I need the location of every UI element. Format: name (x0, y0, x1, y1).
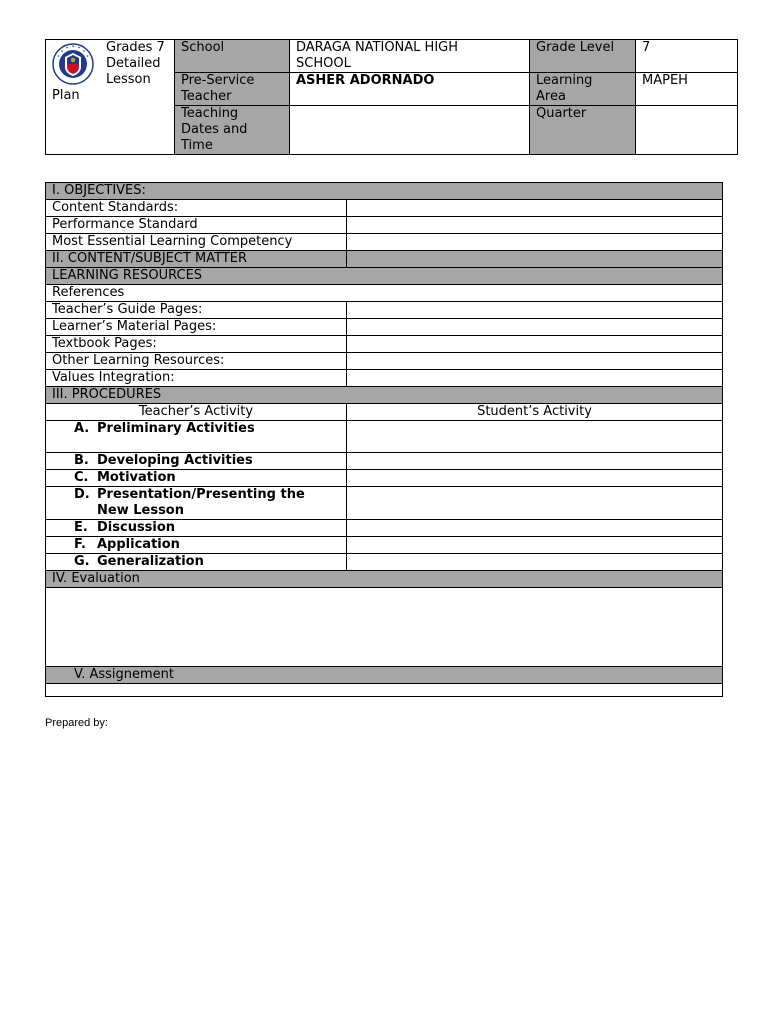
lesson-plan-table (45, 182, 723, 697)
prepared-by-label: Prepared by: (45, 717, 108, 729)
textbook-value (347, 336, 723, 353)
other-resources-label: Other Learning Resources: (46, 353, 347, 370)
pre-service-teacher-label: Pre-Service Teacher (175, 73, 290, 106)
content-standards-value (347, 200, 723, 217)
procedure-c-student (347, 470, 723, 487)
learners-material-value (347, 319, 723, 336)
teacher-activity-header: Teacher’s Activity (46, 404, 347, 421)
header-table (45, 39, 738, 155)
school-value: DARAGA NATIONAL HIGH SCHOOL (290, 40, 530, 73)
procedure-f-student (347, 537, 723, 554)
values-integration-label: Values Integration: (46, 370, 347, 387)
procedure-g-student (347, 554, 723, 571)
teaching-dates-value (290, 106, 530, 155)
procedure-item-a: A. Preliminary Activities (46, 421, 347, 453)
procedure-item-e: E. Discussion (46, 520, 347, 537)
student-activity-header: Student’s Activity (347, 404, 723, 421)
performance-standard-label: Performance Standard (46, 217, 347, 234)
procedure-item-c: C. Motivation (46, 470, 347, 487)
procedure-e-student (347, 520, 723, 537)
teachers-guide-value (347, 302, 723, 319)
procedure-item-f: F. Application (46, 537, 347, 554)
performance-standard-value (347, 217, 723, 234)
learning-area-label: Learning Area (530, 73, 636, 106)
learning-resources-heading: LEARNING RESOURCES (46, 268, 723, 285)
procedure-d-student (347, 487, 723, 520)
quarter-label: Quarter (530, 106, 636, 155)
title-logo-cell (46, 40, 175, 155)
procedure-a-student (347, 421, 723, 453)
content-subject-matter-value (347, 251, 723, 268)
evaluation-content (46, 588, 723, 667)
assignment-heading: V. Assignement (46, 667, 723, 684)
procedure-item-d: D. Presentation/Presenting the New Lesson (46, 487, 347, 520)
values-integration-value (347, 370, 723, 387)
other-resources-value (347, 353, 723, 370)
textbook-label: Textbook Pages: (46, 336, 347, 353)
procedure-item-g: G. Generalization (46, 554, 347, 571)
content-standards-label: Content Standards: (46, 200, 347, 217)
learning-area-value: MAPEH (636, 73, 738, 106)
deped-seal-logo (52, 43, 94, 90)
school-label: School (175, 40, 290, 73)
teachers-guide-label: Teacher’s Guide Pages: (46, 302, 347, 319)
grade-level-label: Grade Level (530, 40, 636, 73)
melc-label: Most Essential Learning Competency (46, 234, 347, 251)
content-subject-matter-heading: II. CONTENT/SUBJECT MATTER (46, 251, 347, 268)
teacher-name-value: ASHER ADORNADO (290, 73, 530, 106)
grade-level-value: 7 (636, 40, 738, 73)
quarter-value (636, 106, 738, 155)
melc-value (347, 234, 723, 251)
document-title: Grades 7 Detailed Lesson Plan (52, 40, 165, 103)
teaching-dates-label: Teaching Dates and Time (175, 106, 290, 155)
procedures-heading: III. PROCEDURES (46, 387, 723, 404)
references-label: References (46, 285, 723, 302)
assignment-content (46, 684, 723, 697)
procedure-item-b: B. Developing Activities (46, 453, 347, 470)
evaluation-heading: IV. Evaluation (46, 571, 723, 588)
procedure-b-student (347, 453, 723, 470)
objectives-heading: I. OBJECTIVES: (46, 183, 723, 200)
learners-material-label: Learner’s Material Pages: (46, 319, 347, 336)
